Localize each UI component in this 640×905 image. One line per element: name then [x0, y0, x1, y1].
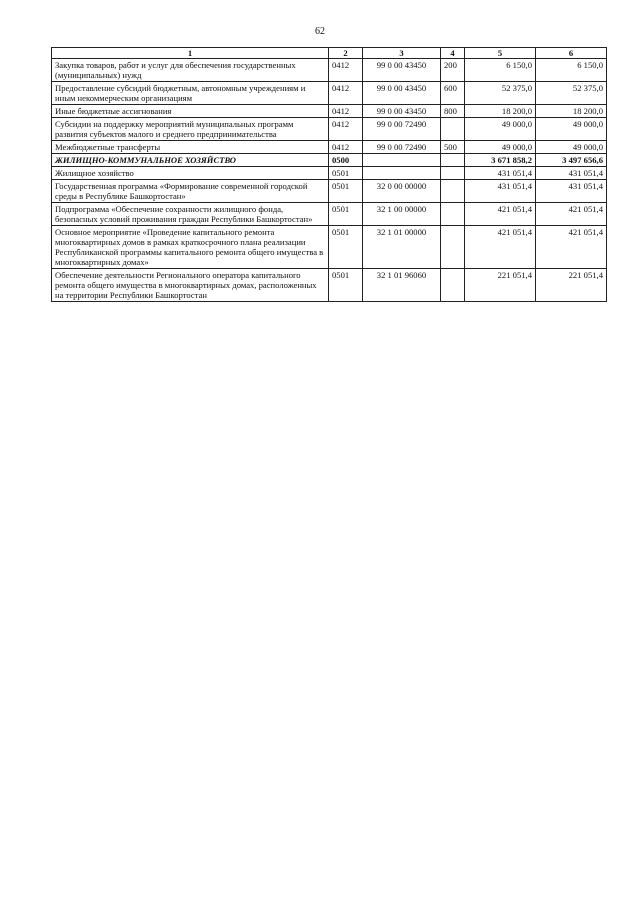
cell-name: Государственная программа «Формирование современной городской среды в Республике Башкортостан»	[52, 180, 329, 203]
budget-table	[51, 47, 607, 302]
cell-sum1: 49 000,0	[465, 118, 536, 141]
cell-sum2: 421 051,4	[536, 203, 607, 226]
cell-target	[363, 154, 441, 167]
cell-target: 99 0 00 72490	[363, 118, 441, 141]
table-row	[52, 59, 607, 82]
cell-sum2: 49 000,0	[536, 118, 607, 141]
cell-section: 0501	[329, 269, 363, 302]
cell-expense-type	[441, 180, 465, 203]
cell-expense-type	[441, 203, 465, 226]
cell-name: Субсидии на поддержку мероприятий муниципальных программ развития субъектов малого и среднего предпринимательства	[52, 118, 329, 141]
cell-section: 0500	[329, 154, 363, 167]
cell-sum1: 3 671 858,2	[465, 154, 536, 167]
cell-name: Подпрограмма «Обеспечение сохранности жилищного фонда, безопасных условий проживания граждан Республики Башкортостан»	[52, 203, 329, 226]
cell-name: Обеспечение деятельности Регионального оператора капитального ремонта общего имущества в многоквартирных домах, расположенных на территории Республики Башкортостан	[52, 269, 329, 302]
cell-expense-type	[441, 118, 465, 141]
table-header	[52, 48, 607, 59]
table-row	[52, 118, 607, 141]
page-number: 62	[315, 26, 325, 37]
table-row	[52, 82, 607, 105]
cell-expense-type	[441, 226, 465, 269]
cell-sum1: 431 051,4	[465, 167, 536, 180]
table-row	[52, 203, 607, 226]
cell-section: 0412	[329, 118, 363, 141]
cell-target: 99 0 00 72490	[363, 141, 441, 154]
cell-sum2: 431 051,4	[536, 167, 607, 180]
cell-sum2: 6 150,0	[536, 59, 607, 82]
cell-name: Жилищное хозяйство	[52, 167, 329, 180]
cell-expense-type	[441, 154, 465, 167]
table-row	[52, 105, 607, 118]
cell-section: 0412	[329, 59, 363, 82]
cell-expense-type	[441, 269, 465, 302]
table-row	[52, 167, 607, 180]
cell-section: 0501	[329, 167, 363, 180]
cell-section: 0501	[329, 203, 363, 226]
cell-sum2: 221 051,4	[536, 269, 607, 302]
cell-expense-type: 200	[441, 59, 465, 82]
cell-target: 99 0 00 43450	[363, 59, 441, 82]
cell-sum2: 431 051,4	[536, 180, 607, 203]
table-row	[52, 141, 607, 154]
cell-sum1: 18 200,0	[465, 105, 536, 118]
cell-section: 0412	[329, 82, 363, 105]
cell-target	[363, 167, 441, 180]
table-row	[52, 154, 607, 167]
cell-sum1: 6 150,0	[465, 59, 536, 82]
cell-section: 0412	[329, 105, 363, 118]
cell-name: Закупка товаров, работ и услуг для обеспечения государственных (муниципальных) нужд	[52, 59, 329, 82]
cell-sum1: 421 051,4	[465, 226, 536, 269]
cell-name: Иные бюджетные ассигнования	[52, 105, 329, 118]
cell-sum1: 52 375,0	[465, 82, 536, 105]
cell-section: 0501	[329, 226, 363, 269]
header-cell-target: 3	[363, 48, 441, 59]
cell-name: Основное мероприятие «Проведение капитального ремонта многоквартирных домов в рамках краткосрочного плана реализации Республиканской программы капитального ремонта общего имущества в многоквартирных домах»	[52, 226, 329, 269]
cell-target: 99 0 00 43450	[363, 82, 441, 105]
cell-expense-type: 500	[441, 141, 465, 154]
table-row	[52, 226, 607, 269]
cell-target: 32 1 00 00000	[363, 203, 441, 226]
cell-name: Предоставление субсидий бюджетным, автономным учреждениям и иным некоммерческим организациям	[52, 82, 329, 105]
cell-name: Межбюджетные трансферты	[52, 141, 329, 154]
cell-expense-type: 800	[441, 105, 465, 118]
header-cell-name: 1	[52, 48, 329, 59]
table-row	[52, 269, 607, 302]
cell-name: ЖИЛИЩНО-КОММУНАЛЬНОЕ ХОЗЯЙСТВО	[52, 154, 329, 167]
cell-expense-type: 600	[441, 82, 465, 105]
cell-sum2: 18 200,0	[536, 105, 607, 118]
cell-sum1: 221 051,4	[465, 269, 536, 302]
cell-target: 32 1 01 96060	[363, 269, 441, 302]
cell-section: 0501	[329, 180, 363, 203]
cell-section: 0412	[329, 141, 363, 154]
cell-sum1: 421 051,4	[465, 203, 536, 226]
cell-sum1: 431 051,4	[465, 180, 536, 203]
header-cell-sum2: 6	[536, 48, 607, 59]
cell-target: 32 0 00 00000	[363, 180, 441, 203]
cell-sum2: 3 497 656,6	[536, 154, 607, 167]
table-body	[52, 59, 607, 302]
cell-target: 32 1 01 00000	[363, 226, 441, 269]
header-row	[52, 48, 607, 59]
header-cell-section: 2	[329, 48, 363, 59]
header-cell-sum1: 5	[465, 48, 536, 59]
cell-sum1: 49 000,0	[465, 141, 536, 154]
cell-expense-type	[441, 167, 465, 180]
cell-target: 99 0 00 43450	[363, 105, 441, 118]
cell-sum2: 49 000,0	[536, 141, 607, 154]
cell-sum2: 52 375,0	[536, 82, 607, 105]
cell-sum2: 421 051,4	[536, 226, 607, 269]
header-cell-expense-type: 4	[441, 48, 465, 59]
table-row	[52, 180, 607, 203]
